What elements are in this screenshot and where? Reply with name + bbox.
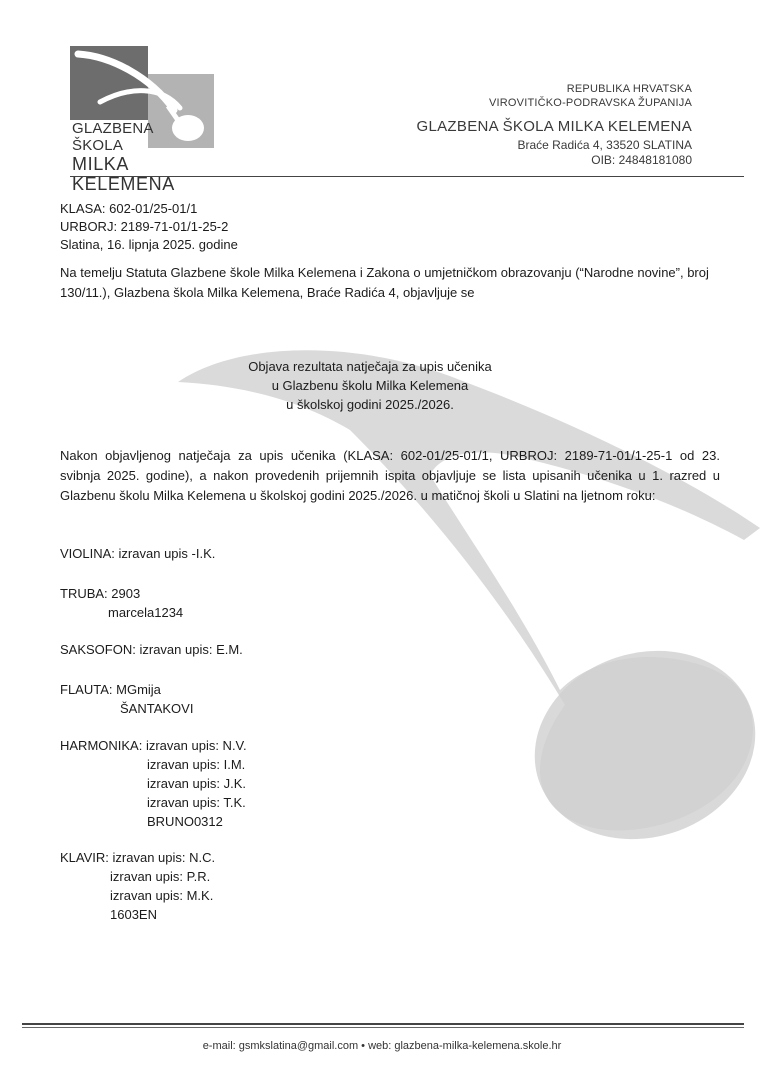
footer-divider-thin (22, 1027, 744, 1028)
instrument-entry: izravan upis: E.M. (139, 642, 243, 657)
instrument-entry: izravan upis: N.C. (112, 850, 216, 865)
instrument-entry: ŠANTAKOVI (120, 701, 194, 716)
document-meta (60, 200, 238, 254)
school-oib: OIB: 24848181080 (591, 153, 692, 167)
instrument-entry: izravan upis -I.K. (118, 546, 216, 561)
klasa-line: KLASA: 602-01/25-01/1 (60, 201, 198, 216)
instrument-name: VIOLINA: (60, 546, 115, 561)
instrument-entry: izravan upis: T.K. (147, 795, 246, 810)
instrument-name: FLAUTA: (60, 682, 113, 697)
title-line-2: u Glazbenu školu Milka Kelemena (271, 378, 469, 393)
instrument-entry: BRUNO0312 (147, 814, 223, 829)
school-address: Braće Radića 4, 33520 SLATINA (517, 138, 692, 152)
instrument-entry: izravan upis: I.M. (147, 757, 246, 772)
logo-line-2: ŠKOLA (72, 137, 124, 154)
school-name: GLAZBENA ŠKOLA MILKA KELEMENA (416, 118, 692, 135)
header-divider (70, 176, 744, 177)
body-paragraph: Nakon objavljenog natječaja za upis učenika (KLASA: 602-01/25-01/1, URBROJ: 2189-71-01/1-25-1 od 23. svibnja 2025. godine), a nakon provedenih prijemnih ispita objavljuje se lista upisanih učenika u 1. razred u Glazbenu školu Milka Kelemena u školskoj godini 2025./2026. u matičnoj školi u Slatini na ljetnom roku: (60, 448, 720, 503)
date-line: Slatina, 16. lipnja 2025. godine (60, 237, 238, 252)
instrument-entry: 1603EN (110, 907, 157, 922)
instrument-entry: MGmija (116, 682, 161, 697)
county-name: VIROVITIČKO-PODRAVSKA ŽUPANIJA (488, 97, 692, 109)
instrument-name: TRUBA: (60, 586, 108, 601)
footer-contact: e-mail: gsmkslatina@gmail.com • web: glazbena-milka-kelemena.skole.hr (202, 1040, 562, 1052)
country-name: REPUBLIKA HRVATSKA (566, 83, 692, 95)
instrument-harmonika (60, 736, 247, 831)
logo-line-3: MILKA KELEMENA (72, 154, 175, 194)
instrument-violina (60, 544, 215, 563)
instrument-truba (60, 584, 183, 622)
logo-wordmark (72, 120, 220, 194)
intro-paragraph: Na temelju Statuta Glazbene škole Milka Kelemena i Zakona o umjetničkom obrazovanju (“Narodne novine”, broj 130/11.), Glazbena škola Milka Kelemena, Braće Radića 4, objavljuje se (60, 265, 709, 300)
instrument-entry: 2903 (111, 586, 141, 601)
instrument-entry: izravan upis: M.K. (110, 888, 214, 903)
instrument-entry: marcela1234 (108, 605, 184, 620)
instrument-name: HARMONIKA: (60, 738, 143, 753)
instrument-entry: izravan upis: N.V. (145, 738, 247, 753)
instrument-name: SAKSOFON: (60, 642, 136, 657)
title-line-1: Objava rezultata natječaja za upis učenika (248, 359, 492, 374)
instrument-entry: izravan upis: P.R. (110, 869, 211, 884)
instrument-klavir (60, 848, 215, 924)
footer-divider (22, 1023, 744, 1025)
school-logo (70, 46, 220, 194)
instrument-entry: izravan upis: J.K. (147, 776, 246, 791)
logo-line-1: GLAZBENA (72, 120, 154, 137)
instrument-flauta (60, 680, 193, 718)
document-title (200, 357, 540, 414)
instrument-saksofon (60, 640, 243, 659)
institution-block (417, 82, 692, 168)
urbroj-line: URBORJ: 2189-71-01/1-25-2 (60, 219, 229, 234)
title-line-3: u školskoj godini 2025./2026. (286, 397, 454, 412)
instrument-name: KLAVIR: (60, 850, 109, 865)
